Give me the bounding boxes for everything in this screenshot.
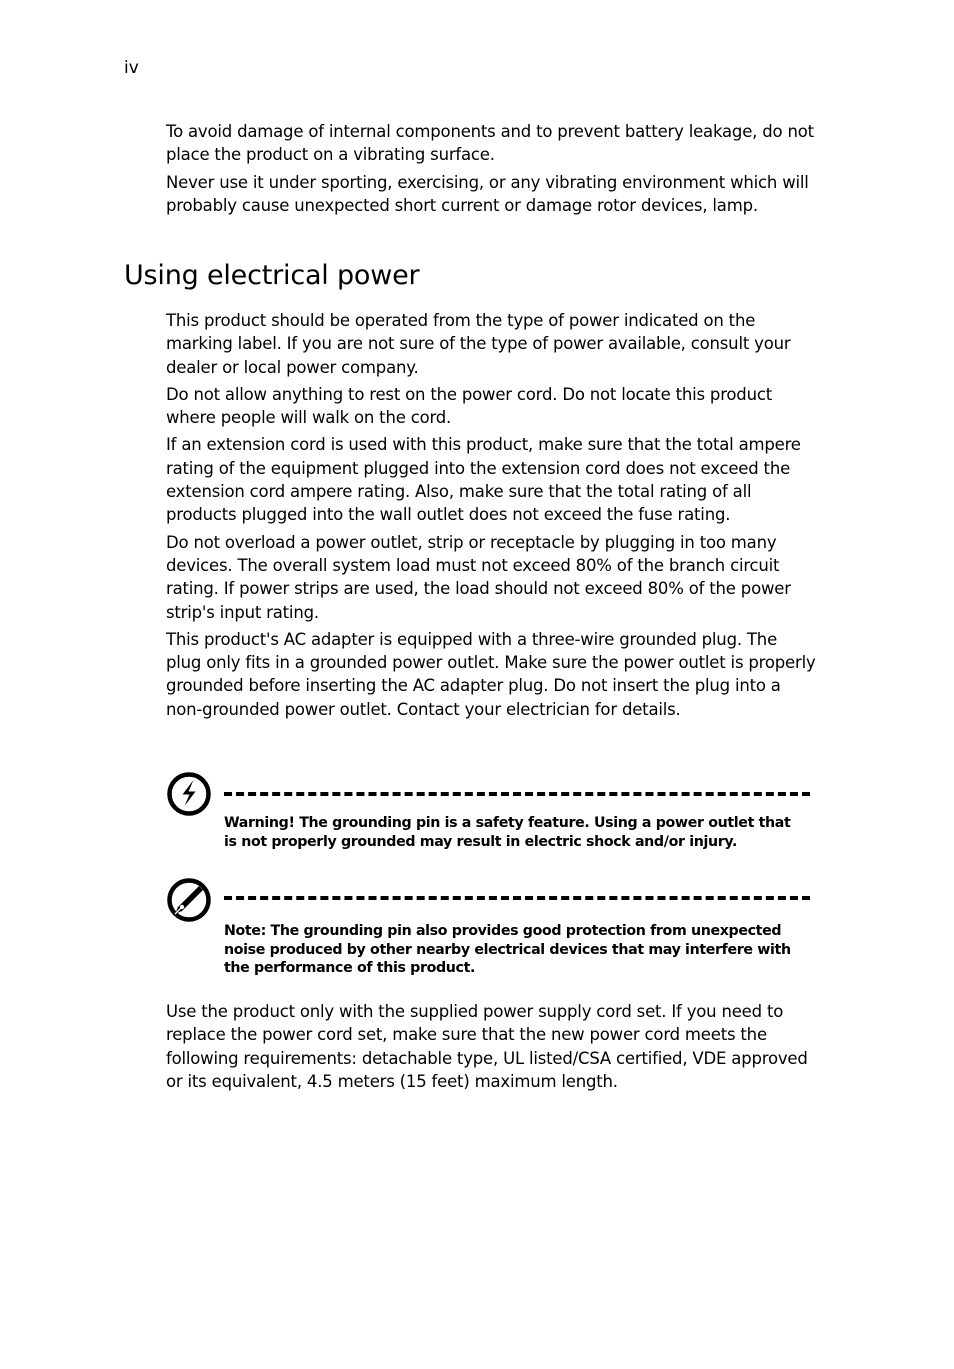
paragraph-overload: Do not overload a power outlet, strip or receptacle by plugging in too many devices. The overall system load must not exceed 80% of the branch circuit rating. If power strips are used, the load should not exceed 80% of the power strip's input rating. — [166, 532, 791, 622]
warning-notice — [166, 771, 810, 861]
pen-nib-note-icon — [166, 877, 212, 923]
intro-paragraph-vibration: To avoid damage of internal components and to prevent battery leakage, do not place the product on a vibrating surface. — [166, 122, 814, 165]
section-body — [166, 309, 816, 725]
note-dashed-rule — [224, 896, 810, 900]
paragraph-power-supply-cord: Use the product only with the supplied power supply cord set. If you need to replace the power cord set, make sure that the new power cord meets the following requirements: detachable type, UL listed/CSA certified, VDE approved or its equivalent, 4.5 meters (15 feet) maximum length. — [166, 1002, 808, 1091]
lightning-warning-icon — [166, 771, 212, 817]
closing-block — [166, 1000, 816, 1097]
section-heading: Using electrical power — [124, 260, 420, 291]
page-number: iv — [124, 58, 139, 78]
note-notice — [166, 877, 810, 987]
note-text: Note: The grounding pin also provides good protection from unexpected noise produced by other nearby electrical devices that may interfere with the performance of this product. — [224, 923, 791, 977]
warning-text: Warning! The grounding pin is a safety feature. Using a power outlet that is not properly grounded may result in electric shock and/or injury. — [224, 815, 791, 850]
warning-dashed-rule — [224, 792, 810, 796]
paragraph-grounded-plug: This product's AC adapter is equipped with a three-wire grounded plug. The plug only fits in a grounded power outlet. Make sure the power outlet is properly grounded before inserting the AC adapter plug. Do not insert the plug into a non-grounded power outlet. Contact your electrician for details. — [166, 629, 816, 719]
paragraph-power-cord: Do not allow anything to rest on the power cord. Do not locate this product where people will walk on the cord. — [166, 384, 772, 428]
paragraph-extension-cord: If an extension cord is used with this product, make sure that the total ampere rating of the equipment plugged into the extension cord does not exceed the extension cord ampere rating. Also, make sure that the total rating of all products plugged into the wall outlet does not exceed the fuse rating. — [166, 435, 801, 525]
intro-paragraph-environment: Never use it under sporting, exercising, or any vibrating environment which will probably cause unexpected short current or damage rotor devices, lamp. — [166, 172, 809, 215]
intro-block — [166, 120, 816, 221]
paragraph-power-type: This product should be operated from the type of power indicated on the marking label. If you are not sure of the type of power available, consult your dealer or local power company. — [166, 311, 791, 377]
